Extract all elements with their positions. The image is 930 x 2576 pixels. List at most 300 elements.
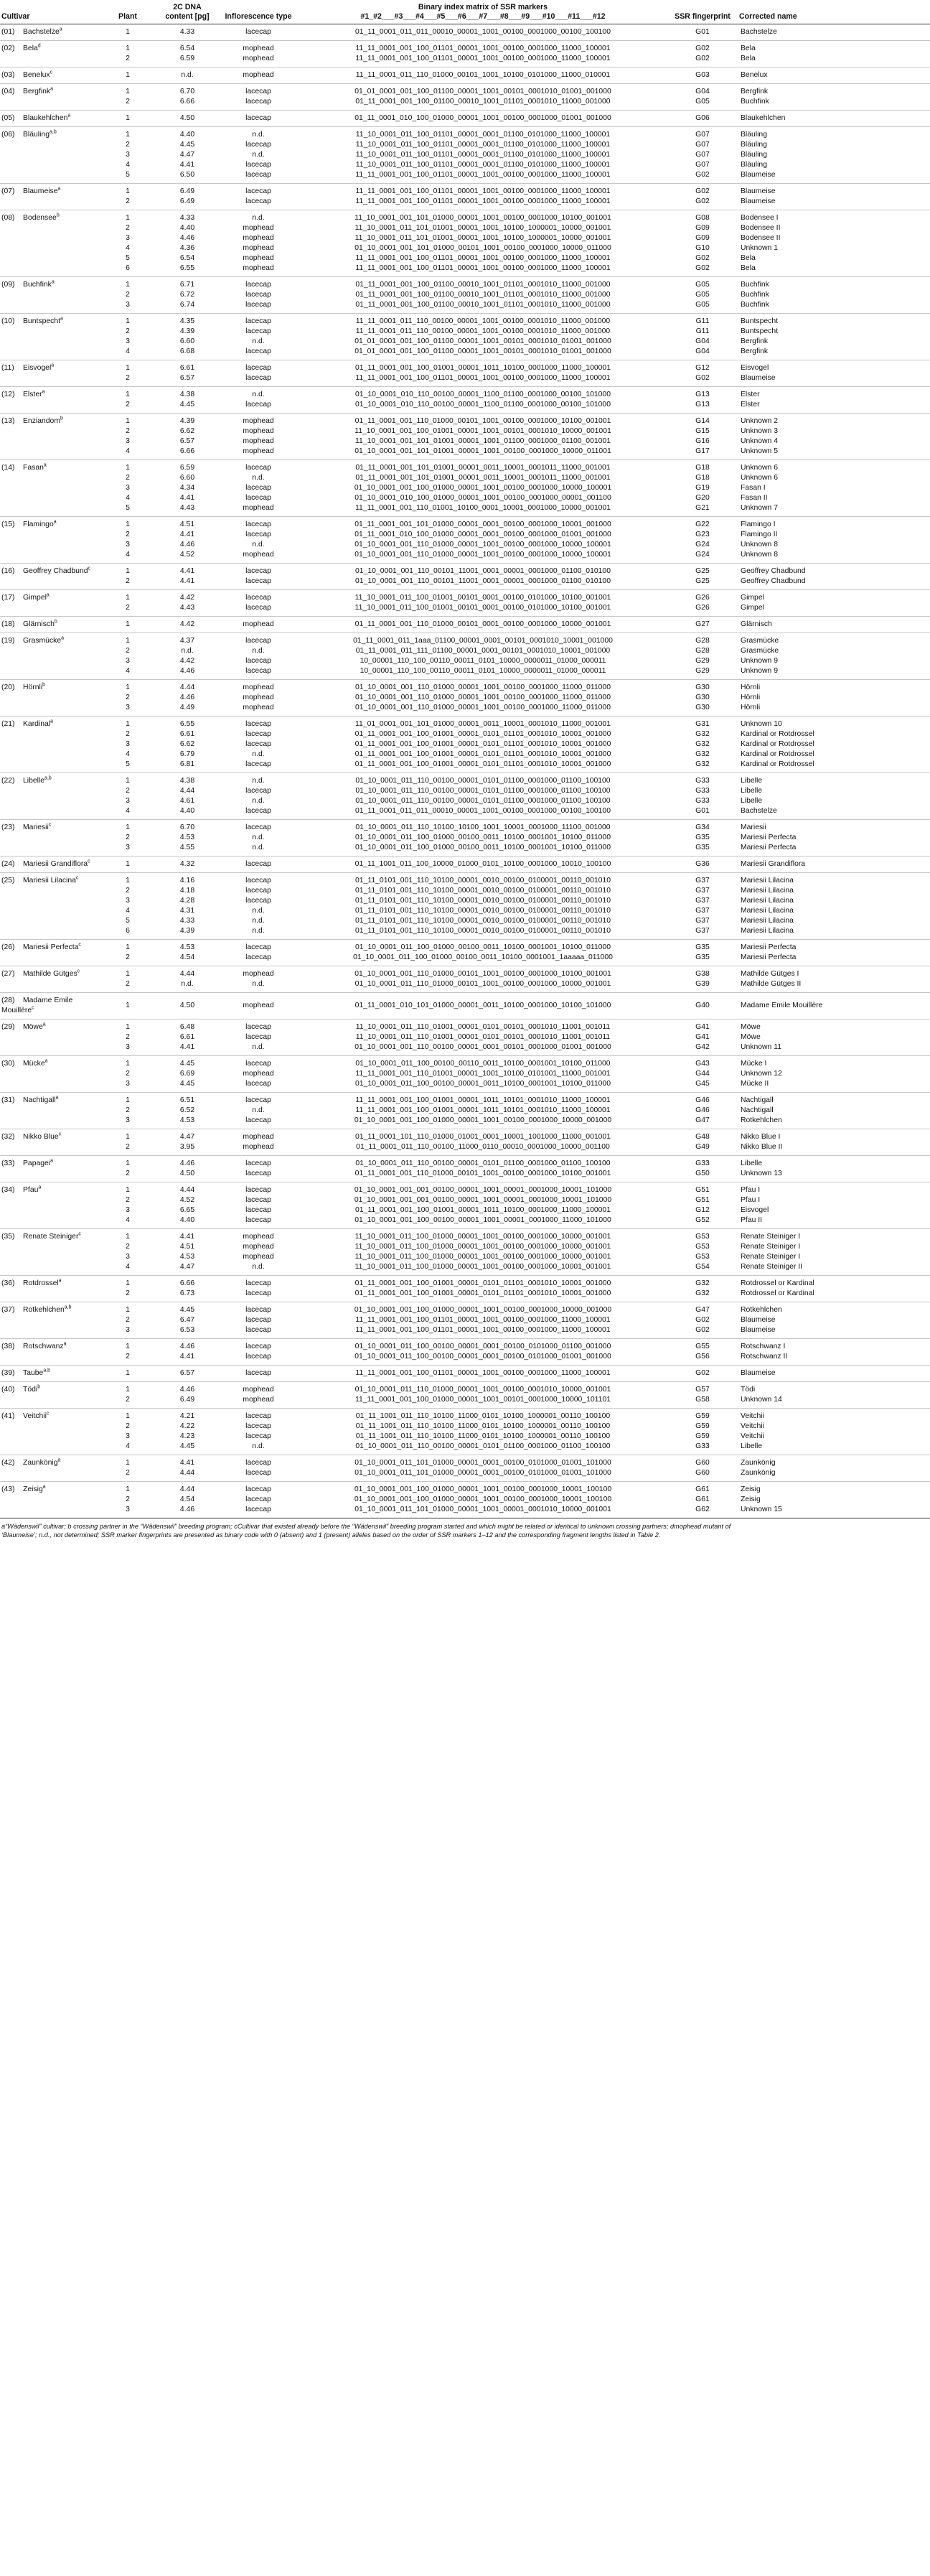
corrected-name-cell: Mariesii Lilacina bbox=[738, 926, 930, 940]
inflorescence-cell: mophead bbox=[243, 437, 274, 445]
table-row bbox=[0, 1205, 930, 1215]
ssr-matrix-cell: 11_10_0001_011_100_01001_00101_0001_00100_0101000_10100_001001 bbox=[299, 603, 667, 617]
ssr-matrix-cell: 11_10_0001_001_101_01001_00001_1001_01100_0001000_01100_001001 bbox=[355, 437, 611, 445]
inflorescence-cell: n.d. bbox=[252, 797, 265, 805]
corrected-name-cell: Geoffrey Chadbund bbox=[738, 577, 930, 590]
inflorescence-cell: lacecap bbox=[245, 1159, 271, 1167]
ssr-fingerprint-cell: G27 bbox=[667, 617, 738, 633]
plant-cell: 1 bbox=[126, 777, 130, 785]
ssr-matrix-cell: 01_11_0001_001_100_01001_00001_0101_01101_0001010_10001_001000 bbox=[354, 750, 611, 758]
plant-cell: 1 bbox=[99, 857, 156, 873]
table-row bbox=[0, 473, 930, 483]
dna-content-cell: 6.54 bbox=[179, 254, 195, 262]
plant-cell: 1 bbox=[99, 24, 156, 41]
table-row bbox=[0, 550, 930, 564]
ssr-matrix-cell: 11_10_0001_011_100_01101_00001_0001_01100_0101000_11000_100001 bbox=[355, 141, 611, 149]
inflorescence-cell: lacecap bbox=[245, 1206, 271, 1214]
inflorescence-cell: mophead bbox=[243, 1233, 274, 1241]
cultivar-footnote-mark: a,b bbox=[44, 775, 52, 781]
ssr-fingerprint-cell: G02 bbox=[667, 197, 738, 210]
dna-content-cell: 6.60 bbox=[179, 474, 195, 482]
plant-cell: 3 bbox=[99, 1116, 156, 1129]
plant-cell: 4 bbox=[126, 907, 130, 915]
cultivar-group bbox=[0, 277, 930, 314]
cultivar-footnote-mark: a bbox=[50, 719, 54, 724]
table-row bbox=[0, 1042, 930, 1056]
ssr-matrix-cell: 01_10_0001_011_110_00100_00001_0101_01100_0001000_01100_100100 bbox=[299, 1442, 667, 1455]
table-row bbox=[0, 1289, 930, 1302]
corrected-name-cell: Unknown 8 bbox=[741, 541, 778, 549]
plant-cell: 1 bbox=[126, 364, 130, 372]
ssr-matrix-cell: 01_11_0001_001_100_01100_00010_1001_01101_0001010_11000_001000 bbox=[299, 300, 667, 314]
dna-content-cell: 6.60 bbox=[179, 337, 195, 345]
corrected-name-cell: Zaunkönig bbox=[741, 1459, 776, 1467]
cultivar-cell bbox=[0, 1409, 99, 1455]
ssr-matrix-cell: 01_11_0101_001_110_10100_00001_0010_00100_0100001_00110_001010 bbox=[355, 907, 611, 915]
cultivar-name: Rotdrossel bbox=[23, 1279, 59, 1287]
inflorescence-cell: lacecap bbox=[218, 1505, 299, 1518]
inflorescence-cell: lacecap bbox=[245, 1316, 271, 1324]
table-row bbox=[0, 786, 930, 796]
ssr-fingerprint-cell: G38 bbox=[695, 970, 710, 978]
cultivar-index: (10) bbox=[1, 317, 15, 325]
cultivar-group bbox=[0, 1156, 930, 1182]
dna-content-cell: 4.45 bbox=[179, 1306, 195, 1314]
dna-content-cell: 4.44 bbox=[179, 787, 195, 795]
inflorescence-cell: mophead bbox=[218, 67, 299, 84]
dna-content-cell: 6.49 bbox=[179, 187, 195, 195]
ssr-matrix-cell: 01_10_0001_011_110_01000_00101_1001_00100_0001000_10000_001001 bbox=[299, 979, 667, 993]
dna-content-cell: 4.43 bbox=[156, 503, 218, 517]
inflorescence-cell: mophead bbox=[243, 1253, 274, 1261]
corrected-name-cell: Unknown 12 bbox=[741, 1070, 782, 1078]
cultivar-group bbox=[0, 517, 930, 564]
corrected-name-cell: Blaumeise bbox=[738, 170, 930, 184]
table-row bbox=[0, 414, 930, 427]
cultivar-index: (01) bbox=[1, 28, 15, 36]
cultivar-cell bbox=[0, 387, 99, 414]
corrected-name-cell: Buchfink bbox=[738, 97, 930, 111]
corrected-name-cell: Rotkehlchen bbox=[738, 1116, 930, 1129]
plant-cell: 1 bbox=[99, 111, 156, 127]
ssr-matrix-cell: 01_11_1001_011_110_10100_11000_0101_10100_1000001_00110_100100 bbox=[355, 1422, 611, 1430]
ssr-matrix-cell: 11_10_0001_011_100_01000_00001_1001_00100_0001000_10000_001001 bbox=[354, 1253, 611, 1261]
ssr-matrix-cell: 01_10_0001_011_101_01000_00001_0001_00100_0101000_01001_101000 bbox=[299, 1468, 667, 1482]
inflorescence-cell: lacecap bbox=[218, 400, 299, 414]
dna-content-cell: 4.39 bbox=[156, 926, 218, 940]
table-row bbox=[0, 493, 930, 503]
dna-content-cell: 6.54 bbox=[179, 45, 195, 52]
table-row bbox=[0, 739, 930, 750]
ssr-fingerprint-cell: G02 bbox=[667, 263, 738, 277]
dna-content-cell: 4.45 bbox=[156, 1079, 218, 1093]
table-row bbox=[0, 1056, 930, 1070]
inflorescence-cell: n.d. bbox=[252, 907, 265, 915]
cultivar-name: Rotkehlchen bbox=[23, 1306, 65, 1314]
dna-content-cell: 6.59 bbox=[156, 54, 218, 67]
ssr-fingerprint-cell: G04 bbox=[667, 347, 738, 360]
header-matrix bbox=[299, 3, 667, 24]
corrected-name-cell: Libelle bbox=[741, 777, 763, 785]
ssr-fingerprint-cell: G51 bbox=[695, 1186, 710, 1194]
table-row bbox=[0, 1468, 930, 1482]
table-row bbox=[0, 347, 930, 360]
corrected-name-cell: Eisvogel bbox=[741, 364, 769, 372]
corrected-name-cell: Zeisig bbox=[741, 1495, 761, 1503]
corrected-name-cell: Bergfink bbox=[741, 88, 769, 95]
cultivar-footnote-mark: b bbox=[54, 619, 57, 625]
corrected-name-cell: Unknown 6 bbox=[741, 474, 778, 482]
inflorescence-cell: lacecap bbox=[245, 494, 271, 502]
cultivar-footnote-mark: a bbox=[43, 462, 47, 468]
inflorescence-cell: lacecap bbox=[245, 88, 271, 95]
table-row bbox=[0, 916, 930, 926]
ssr-matrix-cell: 01_11_0001_001_100_01001_00001_1011_10100_0001000_11000_100001 bbox=[355, 364, 611, 372]
dna-content-cell: 4.46 bbox=[179, 1159, 195, 1167]
dna-content-cell: 4.47 bbox=[156, 1262, 218, 1276]
inflorescence-cell: lacecap bbox=[245, 887, 271, 895]
inflorescence-cell: lacecap bbox=[218, 197, 299, 210]
ssr-fingerprint-cell: G17 bbox=[667, 447, 738, 460]
cultivar-group bbox=[0, 590, 930, 617]
cultivar-name: Mariesii Grandiflora bbox=[23, 860, 88, 868]
ssr-matrix-cell: 11_11_0001_001_100_01101_00001_1001_00100_0001000_11000_100001 bbox=[299, 373, 667, 387]
plant-cell: 3 bbox=[99, 703, 156, 717]
dna-content-cell: 4.18 bbox=[179, 887, 195, 895]
dna-content-cell: 3.95 bbox=[156, 1142, 218, 1156]
cultivar-footnote-mark: a bbox=[67, 113, 71, 118]
ssr-matrix-cell: 11_11_0001_001_100_01101_00001_1001_00100_0001000_11000_100001 bbox=[355, 254, 611, 262]
table-row bbox=[0, 1032, 930, 1042]
plant-cell: 2 bbox=[99, 400, 156, 414]
ssr-fingerprint-cell: G60 bbox=[667, 1468, 738, 1482]
ssr-matrix-cell: 01_11_0001_001_101_01000_00001_0001_00100_0001000_10001_001000 bbox=[354, 521, 611, 528]
dna-content-cell: 4.46 bbox=[179, 234, 195, 242]
inflorescence-cell: lacecap bbox=[218, 1289, 299, 1302]
dna-content-cell: n.d. bbox=[156, 979, 218, 993]
cultivar-cell bbox=[0, 1229, 99, 1276]
inflorescence-cell: mophead bbox=[243, 694, 274, 701]
inflorescence-cell: n.d. bbox=[252, 541, 265, 549]
corrected-name-cell: Hörnli bbox=[741, 694, 761, 701]
table-row bbox=[0, 773, 930, 787]
inflorescence-cell: mophead bbox=[243, 970, 274, 978]
dna-content-cell: 6.72 bbox=[179, 291, 195, 299]
ssr-fingerprint-cell: G02 bbox=[695, 45, 710, 52]
ssr-fingerprint-cell: G32 bbox=[695, 730, 710, 738]
table-row bbox=[0, 979, 930, 993]
dna-content-cell: 4.46 bbox=[179, 541, 195, 549]
table-row bbox=[0, 603, 930, 617]
cultivar-cell bbox=[0, 993, 99, 1019]
ssr-matrix-cell: 01_10_0001_001_101_01000_00101_1001_00100_0001000_10000_011000 bbox=[354, 244, 611, 252]
dna-content-cell: 6.47 bbox=[179, 1316, 195, 1324]
inflorescence-cell: mophead bbox=[243, 683, 274, 691]
cultivar-footnote-mark: a bbox=[50, 86, 54, 92]
cultivar-cell bbox=[0, 111, 99, 127]
cultivar-name: Glärnisch bbox=[23, 620, 55, 628]
corrected-name-cell: Unknown 10 bbox=[741, 720, 782, 728]
ssr-fingerprint-cell: G05 bbox=[695, 281, 710, 289]
ssr-fingerprint-cell: G35 bbox=[695, 834, 710, 841]
corrected-name-cell: Blaumeise bbox=[738, 197, 930, 210]
plant-cell: 1 bbox=[126, 45, 130, 52]
plant-cell: 4 bbox=[99, 347, 156, 360]
inflorescence-cell: lacecap bbox=[218, 1325, 299, 1339]
cultivar-cell bbox=[0, 414, 99, 460]
ssr-matrix-cell: 01_10_0001_011_100_01000_00100_0011_10100_0001001_10100_011000 bbox=[355, 943, 611, 951]
dna-content-cell: 4.28 bbox=[179, 897, 195, 905]
corrected-name-cell: Gimpel bbox=[741, 594, 764, 602]
plant-cell: 1 bbox=[126, 567, 130, 575]
ssr-fingerprint-cell: G31 bbox=[695, 720, 710, 728]
plant-cell: 4 bbox=[99, 1215, 156, 1229]
dna-content-cell: 4.44 bbox=[156, 1468, 218, 1482]
inflorescence-cell: lacecap bbox=[218, 97, 299, 111]
cultivar-footnote-mark: c bbox=[58, 1131, 62, 1137]
plant-cell: 2 bbox=[99, 577, 156, 590]
corrected-name-cell: Bela bbox=[738, 263, 930, 277]
ssr-matrix-cell: 01_11_0101_001_110_10100_00001_0010_00100_0100001_00110_001010 bbox=[355, 877, 611, 885]
ssr-fingerprint-cell: G02 bbox=[667, 170, 738, 184]
ssr-matrix-cell: 11_10_0001_011_100_01000_00001_1001_00100_0001000_10000_001001 bbox=[354, 1243, 611, 1251]
dna-content-cell: 4.41 bbox=[179, 567, 195, 575]
cultivar-index: (23) bbox=[1, 823, 15, 831]
ssr-matrix-cell: 11_11_0001_001_110_01001_00001_1001_10100_0101001_11000_001001 bbox=[355, 1070, 611, 1078]
dna-content-cell: 4.40 bbox=[156, 1215, 218, 1229]
inflorescence-cell: lacecap bbox=[218, 1079, 299, 1093]
cultivar-cell bbox=[0, 277, 99, 314]
cultivar-footnote-mark: a bbox=[60, 316, 63, 322]
cultivar-group bbox=[0, 387, 930, 414]
inflorescence-cell: n.d. bbox=[252, 750, 265, 758]
inflorescence-cell: n.d. bbox=[252, 647, 265, 655]
cultivar-footnote-mark: c bbox=[88, 859, 90, 864]
ssr-fingerprint-cell: G33 bbox=[695, 787, 710, 795]
ssr-fingerprint-cell: G05 bbox=[667, 97, 738, 111]
ssr-matrix-cell: 01_11_0001_001_100_01100_00010_1001_01101_0001010_11000_001000 bbox=[299, 97, 667, 111]
cultivar-index: (24) bbox=[1, 860, 15, 868]
ssr-fingerprint-cell: G59 bbox=[695, 1412, 710, 1420]
cultivar-index: (03) bbox=[1, 71, 15, 79]
header-cultivar: Cultivar bbox=[0, 3, 99, 24]
table-row bbox=[0, 646, 930, 656]
cultivar-cell bbox=[0, 210, 99, 277]
inflorescence-cell: lacecap bbox=[245, 567, 271, 575]
dna-content-cell: 4.33 bbox=[179, 917, 195, 925]
dna-content-cell: 4.53 bbox=[179, 834, 195, 841]
plant-cell: 1 bbox=[126, 464, 130, 472]
plant-cell: 4 bbox=[126, 244, 130, 252]
corrected-name-cell: Bodensee II bbox=[741, 224, 781, 232]
ssr-matrix-cell: 11_10_0001_011_110_01001_00001_0101_00101_0001010_11001_001011 bbox=[355, 1033, 611, 1041]
inflorescence-cell: lacecap bbox=[245, 521, 271, 528]
inflorescence-cell: n.d. bbox=[218, 1262, 299, 1276]
plant-cell: 5 bbox=[99, 760, 156, 773]
cultivar-group bbox=[0, 1093, 930, 1129]
cultivar-cell bbox=[0, 127, 99, 184]
cultivar-cell bbox=[0, 24, 99, 41]
ssr-matrix-cell: 01_01_0001_001_100_01100_00001_1001_00101_0001010_01001_001000 bbox=[354, 337, 611, 345]
dna-content-cell: 4.37 bbox=[179, 637, 195, 645]
dna-content-cell: 4.61 bbox=[179, 797, 195, 805]
cultivar-group bbox=[0, 1302, 930, 1339]
corrected-name-cell: Kardinal or Rotdrossel bbox=[741, 740, 814, 748]
inflorescence-cell: mophead bbox=[243, 1133, 274, 1141]
ssr-fingerprint-cell: G61 bbox=[695, 1485, 710, 1493]
plant-cell: 1 bbox=[126, 1023, 130, 1031]
table-row bbox=[0, 1505, 930, 1518]
inflorescence-cell: lacecap bbox=[218, 857, 299, 873]
ssr-matrix-cell: 01_10_0001_011_101_01000_00001_1001_00001_0001010_10000_001001 bbox=[299, 1505, 667, 1518]
table-row bbox=[0, 796, 930, 806]
cultivar-index: (34) bbox=[1, 1186, 15, 1194]
corrected-name-cell: Gimpel bbox=[738, 603, 930, 617]
cultivar-cell bbox=[0, 873, 99, 940]
plant-cell: 2 bbox=[99, 1142, 156, 1156]
ssr-fingerprint-cell: G57 bbox=[695, 1386, 710, 1394]
corrected-name-cell: Zaunkönig bbox=[738, 1468, 930, 1482]
cultivar-group bbox=[0, 873, 930, 940]
plant-cell: 5 bbox=[99, 170, 156, 184]
ssr-fingerprint-cell: G59 bbox=[695, 1432, 710, 1440]
ssr-fingerprint-cell: G25 bbox=[695, 567, 710, 575]
plant-cell: 3 bbox=[126, 1432, 130, 1440]
cultivar-group bbox=[0, 680, 930, 717]
ssr-matrix-cell: 01_11_0001_011_110_00100_11000_0110_00010_0001000_10000_001100 bbox=[299, 1142, 667, 1156]
inflorescence-cell: n.d. bbox=[218, 1442, 299, 1455]
cultivar-index: (32) bbox=[1, 1133, 15, 1141]
table-row bbox=[0, 1262, 930, 1276]
cultivar-index: (14) bbox=[1, 464, 15, 472]
inflorescence-cell: lacecap bbox=[245, 1485, 271, 1493]
ssr-fingerprint-cell: G52 bbox=[667, 1215, 738, 1229]
corrected-name-cell: Mariesii Perfecta bbox=[741, 943, 797, 951]
cultivar-cell bbox=[0, 1482, 99, 1518]
cultivar-name: Bläuling bbox=[23, 131, 50, 139]
cultivar-cell bbox=[0, 184, 99, 210]
corrected-name-cell: Nikko Blue II bbox=[738, 1142, 930, 1156]
plant-cell: 3 bbox=[99, 1325, 156, 1339]
cultivar-index: (12) bbox=[1, 391, 15, 398]
ssr-matrix-cell: 01_11_0001_001_101_01001_00001_0011_10001_0001011_11000_001001 bbox=[355, 464, 611, 472]
inflorescence-cell: lacecap bbox=[245, 161, 271, 169]
ssr-matrix-cell: 01_11_0001_001_110_01000_00101_1001_00100_0001000_10100_001001 bbox=[299, 1169, 667, 1182]
cultivar-name: Veitchii bbox=[23, 1412, 47, 1420]
cultivar-cell bbox=[0, 590, 99, 617]
corrected-name-cell: Zeisig bbox=[741, 1485, 761, 1493]
corrected-name-cell: Bachstelze bbox=[738, 806, 930, 820]
plant-cell: 2 bbox=[99, 373, 156, 387]
cultivar-group bbox=[0, 1229, 930, 1276]
plant-cell: 3 bbox=[99, 1042, 156, 1056]
corrected-name-cell: Mariesii Perfecta bbox=[738, 953, 930, 966]
inflorescence-cell: n.d. bbox=[218, 1042, 299, 1056]
corrected-name-cell: Mariesii Lilacina bbox=[741, 897, 794, 905]
corrected-name-cell: Bela bbox=[738, 54, 930, 67]
inflorescence-cell: mophead bbox=[218, 993, 299, 1019]
plant-cell: 1 bbox=[126, 1159, 130, 1167]
dna-content-cell: 4.53 bbox=[156, 1116, 218, 1129]
ssr-fingerprint-cell: G32 bbox=[667, 760, 738, 773]
table-row bbox=[0, 530, 930, 540]
corrected-name-cell: Fasan II bbox=[741, 494, 768, 502]
plant-cell: 3 bbox=[126, 234, 130, 242]
corrected-name-cell: Eisvogel bbox=[741, 1206, 769, 1214]
plant-cell: 4 bbox=[99, 1262, 156, 1276]
inflorescence-cell: n.d. bbox=[252, 834, 265, 841]
cultivar-cell bbox=[0, 633, 99, 680]
ssr-matrix-cell: 11_11_0001_001_100_01101_00001_1001_00100_0001000_11000_100001 bbox=[299, 1325, 667, 1339]
table-row bbox=[0, 197, 930, 210]
cultivar-index: (19) bbox=[1, 637, 15, 645]
corrected-name-cell: Mariesii bbox=[741, 823, 766, 831]
dna-content-cell: 6.50 bbox=[156, 170, 218, 184]
inflorescence-cell: lacecap bbox=[245, 1279, 271, 1287]
inflorescence-cell: lacecap bbox=[245, 657, 271, 665]
dna-content-cell: 6.70 bbox=[179, 823, 195, 831]
cultivar-index: (25) bbox=[1, 877, 15, 885]
inflorescence-cell: mophead bbox=[243, 254, 274, 262]
ssr-matrix-cell: 11_11_0001_001_100_01000_00001_1001_00101_0001000_10000_101101 bbox=[299, 1395, 667, 1409]
cultivar-footnote-mark: a bbox=[58, 1278, 62, 1284]
table-row bbox=[0, 843, 930, 857]
corrected-name-cell: Mariesii Grandiflora bbox=[738, 857, 930, 873]
dna-content-cell: 6.49 bbox=[156, 197, 218, 210]
header-dna: 2C DNA content [pg] bbox=[156, 3, 218, 24]
table-row bbox=[0, 483, 930, 493]
table-row bbox=[0, 590, 930, 604]
table-row bbox=[0, 1182, 930, 1196]
table-row bbox=[0, 1106, 930, 1116]
cultivar-group bbox=[0, 857, 930, 873]
ssr-matrix-cell: 01_11_0001_001_100_01100_00010_1001_01101_0001010_11000_001000 bbox=[355, 281, 611, 289]
cultivar-name: Möwe bbox=[23, 1023, 43, 1031]
cultivar-group bbox=[0, 1382, 930, 1409]
ssr-fingerprint-cell: G53 bbox=[695, 1243, 710, 1251]
table-row bbox=[0, 760, 930, 773]
plant-cell: 4 bbox=[126, 750, 130, 758]
cultivar-name: Tödi bbox=[23, 1386, 38, 1394]
dna-content-cell: 4.42 bbox=[179, 594, 195, 602]
cultivar-name: Mathilde Gütges bbox=[23, 970, 78, 978]
plant-cell: 1 bbox=[126, 720, 130, 728]
ssr-fingerprint-cell: G02 bbox=[667, 1366, 738, 1382]
ssr-fingerprint-cell: G05 bbox=[695, 291, 710, 299]
dna-content-cell: 4.32 bbox=[156, 857, 218, 873]
cultivar-cell bbox=[0, 1129, 99, 1156]
dna-content-cell: 4.41 bbox=[179, 1459, 195, 1467]
ssr-fingerprint-cell: G37 bbox=[695, 877, 710, 885]
header-inflorescence: Inflorescence type bbox=[218, 3, 299, 24]
inflorescence-cell: mophead bbox=[243, 244, 274, 252]
ssr-fingerprint-cell: G01 bbox=[667, 806, 738, 820]
cultivar-footnote-mark: a bbox=[55, 1095, 59, 1101]
ssr-fingerprint-cell: G24 bbox=[667, 550, 738, 564]
corrected-name-cell: Bläuling bbox=[741, 151, 767, 159]
ssr-matrix-cell: 01_10_0001_001_110_01000_00001_1001_00100_0001000_10000_100001 bbox=[299, 550, 667, 564]
table-row bbox=[0, 360, 930, 374]
corrected-name-cell: Renate Steiniger I bbox=[741, 1233, 801, 1241]
plant-cell: 3 bbox=[126, 657, 130, 665]
cultivar-group bbox=[0, 111, 930, 127]
cultivar-group bbox=[0, 617, 930, 633]
ssr-fingerprint-cell: G21 bbox=[667, 503, 738, 517]
ssr-matrix-cell: 01_11_0001_001_100_01001_00001_0101_01101_0001010_10001_001000 bbox=[354, 740, 611, 748]
dna-content-cell: 4.53 bbox=[179, 1253, 195, 1261]
inflorescence-cell: lacecap bbox=[245, 1060, 271, 1068]
ssr-fingerprint-cell: G37 bbox=[695, 887, 710, 895]
